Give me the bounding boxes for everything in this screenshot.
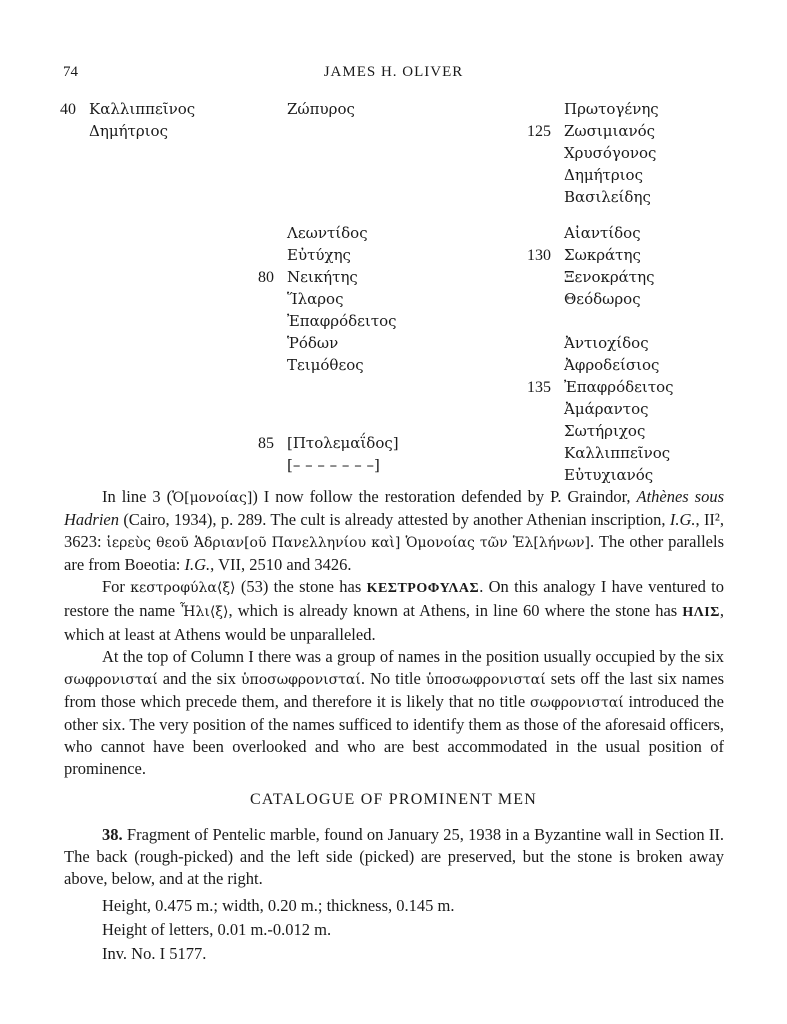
catalogue-entry-38	[64, 824, 724, 890]
greek-name: Δημήτριος	[89, 122, 168, 140]
greek-name: Τειμόθεος	[287, 356, 364, 374]
greek-name: Δημήτριος	[564, 166, 643, 184]
greek-name: Λεωντίδος	[287, 224, 368, 242]
greek-name: Ἵλαρος	[287, 290, 344, 308]
entry-number: 38.	[102, 825, 123, 844]
dimensions-line: Height, 0.475 m.; width, 0.20 m.; thickness, 0.145 m.	[102, 896, 455, 915]
name-entry	[527, 398, 649, 420]
commentary	[64, 486, 724, 780]
line-number: 85	[258, 435, 274, 452]
greek-name: [Πτολεμαΐδος]	[287, 434, 399, 452]
name-entry	[527, 142, 656, 164]
entry-dimensions	[102, 894, 742, 966]
entry-description: 38. Fragment of Pentelic marble, found on January 25, 1938 in a Byzantine wall in Section ΙΙ. The back (rough-picked) and the left side (picked) are preserved, but the stone is broken away above, below, and at the right.	[64, 825, 724, 888]
running-title: JAMES H. OLIVER	[323, 64, 464, 80]
name-entry	[527, 244, 641, 266]
greek-name: Σωκράτης	[564, 246, 641, 264]
greek-name: Ῥόδων	[287, 334, 339, 352]
name-entry	[258, 98, 355, 120]
greek-name: Σωτήριχος	[564, 422, 646, 440]
greek-name: Θεόδωρος	[564, 290, 641, 308]
name-entry	[258, 454, 380, 476]
name-entry	[527, 98, 659, 120]
line-number: 130	[527, 247, 551, 264]
name-entry	[60, 98, 195, 120]
letter-height-line: Height of letters, 0.01 m.-0.012 m.	[102, 920, 332, 939]
name-entry	[527, 266, 654, 288]
greek-name: Εὐτυχιανός	[564, 466, 654, 484]
name-entry	[527, 442, 670, 464]
name-entry	[258, 354, 364, 376]
greek-name: Ξενοκράτης	[564, 268, 655, 286]
greek-name: Ἀφροδείσιος	[564, 356, 660, 374]
greek-name: Πρωτογένης	[564, 100, 659, 118]
section-title: CATALOGUE OF PROMINENT MEN	[250, 791, 537, 808]
name-entry	[527, 164, 643, 186]
line-number: 135	[527, 379, 551, 396]
name-entry	[527, 332, 649, 354]
name-entry	[527, 288, 641, 310]
greek-name: Νεικήτης	[287, 268, 358, 286]
paragraph-line3: In line 3 (Ὁ[μονοίας]) I now follow the restoration defended by P. Graindor, Athènes sous Hadrien (Cairo, 1934), p. 289. The cult is already attested by another Athenian inscription, I.G., II², 3623: ἱερεὺς θεοῦ Ἁδριαν[οῦ Πανελληνίου καὶ] Ὁμονοίας τῶν Ἑλ[λήνων]. The other parallels are from Boeotia: I.G., VII, 2510 and 3426.	[64, 487, 725, 574]
name-entry	[258, 244, 351, 266]
name-entry	[258, 266, 358, 288]
greek-name: Αἰαντίδος	[564, 224, 641, 242]
name-entry	[527, 376, 674, 398]
line-number: 80	[258, 269, 274, 286]
greek-name: Καλλιππεῖνος	[564, 444, 671, 462]
name-entry	[527, 222, 641, 244]
name-entry	[527, 420, 645, 442]
name-entry	[527, 464, 653, 486]
greek-name: Ἐπαφρόδειτος	[564, 378, 674, 396]
name-entry	[60, 120, 168, 142]
name-entry	[258, 432, 399, 454]
greek-name: [– – – – – – –]	[287, 456, 380, 474]
line-number: 125	[527, 123, 551, 140]
page-header	[0, 64, 787, 84]
paragraph-column-one: At the top of Column I there was a group of names in the position usually occupied by the six σωφρονισταί and the six ὑποσωφρονισταί. No title ὑποσωφρονισταί sets off the last six names from those which precede them, and therefore it is likely that no title σωφρονισταί introduced the other six. The very position of the names sufficed to identify them as those of the aforesaid officers, who cannot have been overlooked and who are best accommodated in the usual position of prominence.	[64, 647, 725, 778]
greek-name: Ἐπαφρόδειτος	[287, 312, 397, 330]
greek-name: Καλλιππεῖνος	[89, 100, 196, 118]
name-entry	[258, 288, 343, 310]
name-entry	[258, 310, 397, 332]
greek-name: Ζωσιμιανός	[564, 122, 656, 140]
greek-name: Ἀντιοχίδος	[564, 334, 649, 352]
inventory-number: Inv. No. I 5177.	[102, 944, 207, 963]
greek-name: Βασιλείδης	[564, 188, 651, 206]
greek-name: Εὐτύχης	[287, 246, 351, 264]
greek-name: Ἀμάραντος	[564, 400, 649, 418]
greek-name: Χρυσόγονος	[564, 144, 657, 162]
name-entry	[527, 354, 659, 376]
paragraph-kestrophylax: For κεστροφύλα⟨ξ⟩ (53) the stone has ΚΕΣΤΡΟΦΥΛΑΣ. On this analogy I have ventured to restore the name Ἧλι⟨ξ⟩, which is already known at Athens, in line 60 where the stone has ΗΛΙΣ, which at least at Athens would be unparalleled.	[64, 577, 725, 644]
name-entry	[258, 332, 338, 354]
name-entry	[258, 222, 368, 244]
name-columns	[0, 98, 787, 484]
name-entry	[527, 120, 655, 142]
line-number: 40	[60, 101, 76, 118]
page-number: 74	[63, 64, 78, 80]
name-entry	[527, 186, 651, 208]
greek-name: Ζώπυρος	[287, 100, 355, 118]
